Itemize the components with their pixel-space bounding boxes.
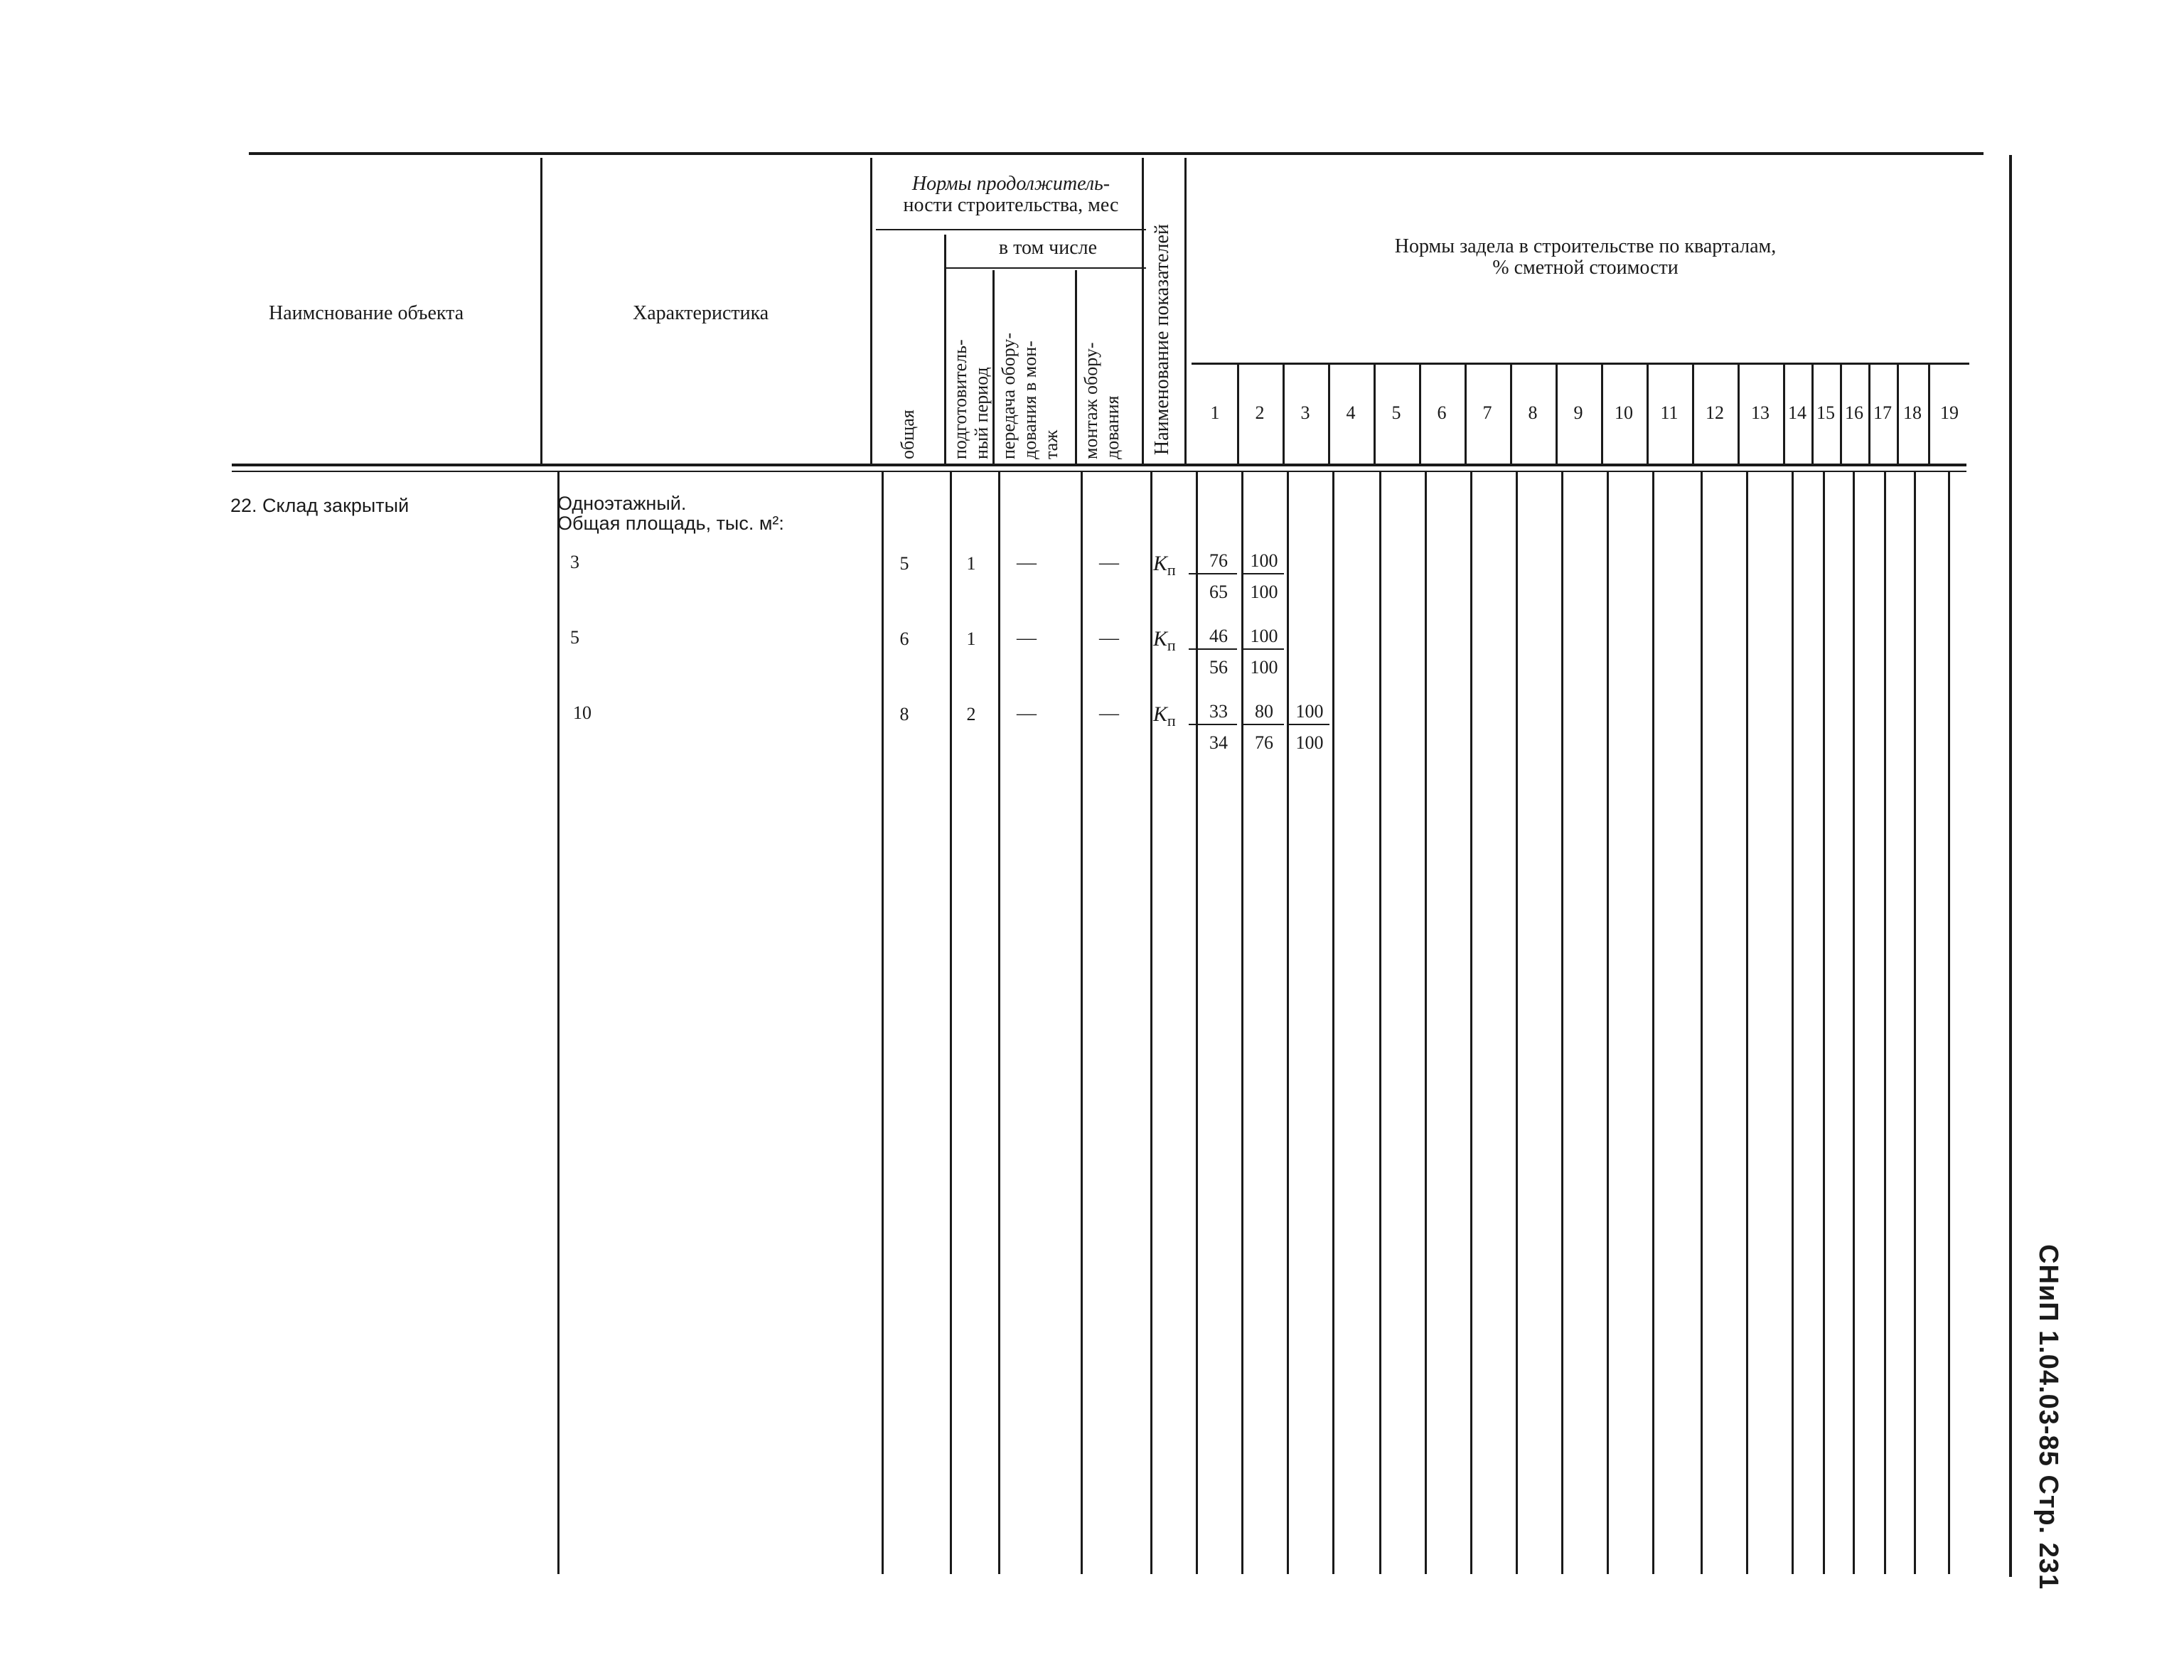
quarter-number: 16 xyxy=(1845,402,1863,423)
row-indicator xyxy=(1153,552,1176,579)
quarter-divider xyxy=(1374,364,1376,466)
col-characteristic-header: Характеристика xyxy=(633,302,769,324)
quarter-number: 5 xyxy=(1391,402,1401,423)
fraction-numerator: 33 xyxy=(1209,701,1228,722)
fraction-bar xyxy=(1287,724,1329,725)
fraction-bar xyxy=(1241,648,1284,650)
fraction-denominator: 34 xyxy=(1209,732,1228,753)
row-total: 6 xyxy=(899,628,909,649)
row-area: 10 xyxy=(573,702,592,723)
quarter-number: 14 xyxy=(1788,402,1806,423)
backlog-header xyxy=(1201,236,1969,279)
quarter-divider xyxy=(1647,364,1649,466)
fraction-denominator: 100 xyxy=(1250,582,1278,602)
col-transfer-line2: дования в мон- xyxy=(1019,341,1040,459)
row-transfer: — xyxy=(1017,702,1037,724)
col-install-line2: дования xyxy=(1102,395,1123,459)
quarter-divider xyxy=(1328,364,1330,466)
row-prep: 2 xyxy=(966,704,976,724)
backlog-line1: Нормы задела в строительстве по кварталам, xyxy=(1394,235,1777,257)
col-divider xyxy=(870,158,872,466)
right-border xyxy=(2009,155,2012,1577)
quarter-divider xyxy=(1914,472,1916,1574)
duration-group-line1: Нормы продолжитель- xyxy=(911,173,1110,195)
col-transfer-line1: передача обору- xyxy=(998,332,1019,459)
characteristic-line1: Одноэтажный. xyxy=(557,493,687,514)
row-total: 8 xyxy=(899,704,909,724)
quarter-divider xyxy=(1701,472,1703,1574)
quarter-number: 9 xyxy=(1573,402,1583,423)
fraction-numerator: 46 xyxy=(1209,626,1228,646)
quarter-divider xyxy=(1652,472,1654,1574)
fraction-denominator: 65 xyxy=(1209,582,1228,602)
row-indicator xyxy=(1153,702,1176,730)
quarter-divider xyxy=(1379,472,1381,1574)
col-indicator-header: Наименование показателей xyxy=(1151,224,1173,455)
quarter-divider xyxy=(1465,364,1467,466)
quarter-divider xyxy=(1561,472,1563,1574)
quarter-number: 1 xyxy=(1210,402,1220,423)
row-transfer: — xyxy=(1017,552,1037,574)
object-name: 22. Склад закрытый xyxy=(230,495,410,516)
top-rule xyxy=(249,152,1984,155)
fraction-bar xyxy=(1241,573,1284,574)
quarter-number: 3 xyxy=(1300,402,1310,423)
quarter-divider xyxy=(1607,472,1609,1574)
col-divider xyxy=(944,235,946,466)
fraction-bar xyxy=(1189,648,1237,650)
fraction-denominator: 100 xyxy=(1295,732,1324,753)
quarter-divider xyxy=(1283,364,1285,466)
col-transfer-line3: таж xyxy=(1041,429,1061,459)
quarter-divider xyxy=(1516,472,1518,1574)
quarter-divider xyxy=(1601,364,1603,466)
fraction-numerator: 100 xyxy=(1250,550,1278,571)
quarter-divider xyxy=(1419,364,1421,466)
col-divider xyxy=(992,270,995,466)
fraction-numerator: 100 xyxy=(1295,701,1324,722)
including-header: в том числе xyxy=(998,237,1098,259)
col-prep-header xyxy=(950,339,992,459)
col-install-header xyxy=(1081,342,1123,459)
row-area: 3 xyxy=(570,552,579,572)
col-divider xyxy=(557,472,560,1574)
fraction-denominator: 100 xyxy=(1250,657,1278,678)
quarter-number: 12 xyxy=(1706,402,1724,423)
quarter-divider xyxy=(1823,472,1825,1574)
row-install: — xyxy=(1099,627,1119,649)
duration-group-header xyxy=(876,173,1146,216)
quarter-number: 17 xyxy=(1873,402,1892,423)
quarter-divider xyxy=(1746,472,1748,1574)
quarter-divider xyxy=(1556,364,1558,466)
fraction-bar xyxy=(1189,573,1237,574)
col-divider xyxy=(540,158,542,466)
quarter-divider xyxy=(1948,472,1950,1574)
col-install-line1: монтаж обору- xyxy=(1081,342,1101,459)
col-object-header: Наимснование объекта xyxy=(269,302,464,324)
indicator-letter: К xyxy=(1153,627,1167,651)
quarter-number: 8 xyxy=(1528,402,1538,423)
quarter-divider xyxy=(1692,364,1694,466)
quarter-divider xyxy=(1884,472,1886,1574)
quarter-number: 6 xyxy=(1437,402,1447,423)
fraction-numerator: 100 xyxy=(1250,626,1278,646)
col-prep-line2: ный период xyxy=(971,367,992,459)
quarter-divider xyxy=(1510,364,1512,466)
row-install: — xyxy=(1099,702,1119,724)
row-install: — xyxy=(1099,552,1119,574)
quarter-divider xyxy=(1470,472,1472,1574)
quarter-divider xyxy=(1853,472,1855,1574)
fraction-numerator: 80 xyxy=(1255,701,1273,722)
backlog-line2: % сметной стоимости xyxy=(1492,257,1679,279)
quarter-number: 13 xyxy=(1751,402,1770,423)
col-total-header: общая xyxy=(897,410,918,459)
indicator-letter: К xyxy=(1153,552,1167,575)
page-reference: СНиП 1.04.03-85 Стр. 231 xyxy=(2033,1244,2063,1590)
quarter-number: 19 xyxy=(1940,402,1959,423)
including-subrule xyxy=(946,267,1146,269)
fraction-denominator: 56 xyxy=(1209,657,1228,678)
fraction-numerator: 76 xyxy=(1209,550,1228,571)
col-divider xyxy=(1075,270,1077,466)
row-prep: 1 xyxy=(966,553,976,574)
row-indicator xyxy=(1153,627,1176,655)
indicator-subscript: п xyxy=(1167,561,1176,579)
quarter-divider xyxy=(1738,364,1740,466)
col-divider xyxy=(1081,472,1083,1574)
indicator-subscript: п xyxy=(1167,636,1176,654)
fraction-denominator: 76 xyxy=(1255,732,1273,753)
header-bottom-rule xyxy=(232,464,1966,466)
duration-group-line2: ности строительства, мес xyxy=(903,194,1119,216)
quarter-number: 10 xyxy=(1615,402,1633,423)
col-transfer-header xyxy=(998,333,1062,459)
indicator-subscript: п xyxy=(1167,712,1176,729)
quarter-number: 15 xyxy=(1816,402,1835,423)
characteristic-line2: Общая площадь, тыс. м²: xyxy=(557,513,784,534)
quarter-number: 18 xyxy=(1903,402,1922,423)
quarter-number: 11 xyxy=(1660,402,1679,423)
row-total: 5 xyxy=(899,553,909,574)
col-prep-line1: подготовитель- xyxy=(950,339,970,459)
col-divider xyxy=(998,472,1000,1574)
quarter-number: 7 xyxy=(1482,402,1492,423)
quarter-divider xyxy=(1237,364,1239,466)
duration-subrule xyxy=(876,229,1146,230)
quarters-rule xyxy=(1192,363,1969,365)
row-prep: 1 xyxy=(966,628,976,649)
quarter-number: 2 xyxy=(1255,402,1265,423)
quarter-number: 4 xyxy=(1346,402,1356,423)
row-area: 5 xyxy=(570,627,579,648)
object-characteristic xyxy=(557,493,784,533)
quarter-divider xyxy=(1332,472,1334,1574)
quarter-divider xyxy=(1425,472,1427,1574)
fraction-bar xyxy=(1189,724,1237,725)
col-divider xyxy=(1150,472,1152,1574)
quarter-divider xyxy=(1287,472,1289,1574)
indicator-letter: К xyxy=(1153,702,1167,726)
row-transfer: — xyxy=(1017,627,1037,649)
quarter-divider xyxy=(1792,472,1794,1574)
header-bottom-rule-2 xyxy=(232,471,1966,472)
col-divider xyxy=(1184,158,1187,466)
fraction-bar xyxy=(1241,724,1284,725)
